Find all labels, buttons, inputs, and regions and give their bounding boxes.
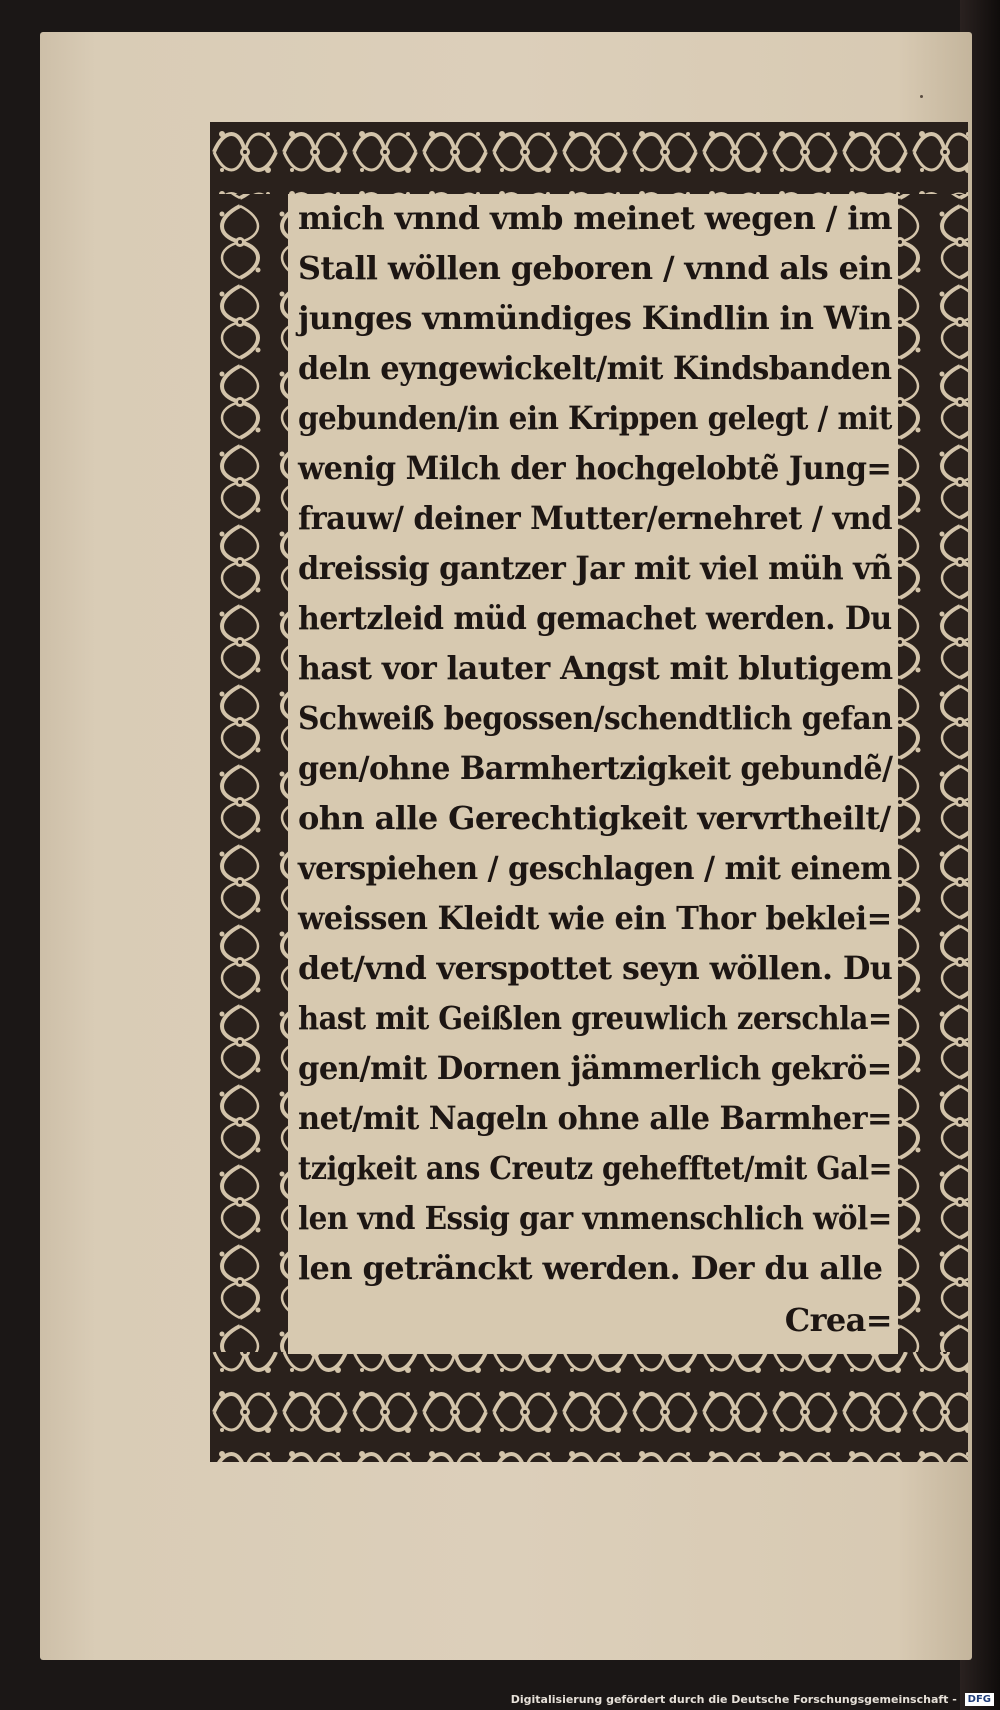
page-speck xyxy=(920,95,923,98)
credit-text: Digitalisierung gefördert durch die Deutsche Forschungsgemeinschaft - xyxy=(510,1692,957,1706)
text-line: gen/ohne Barmhertzigkeit gebundẽ/ xyxy=(298,749,893,787)
text-line: frauw/ deiner Mutter/ernehret / vnd xyxy=(298,499,893,537)
text-line: gebunden/in ein Krippen gelegt / mit xyxy=(298,399,892,437)
text-block xyxy=(288,194,898,1354)
text-line: verspiehen / geschlagen / mit einem xyxy=(298,849,892,887)
text-line: ohn alle Gerechtigkeit vervrtheilt/ xyxy=(298,799,891,837)
text-line: hast vor lauter Angst mit blutigem xyxy=(298,649,893,687)
text-line: len getränckt werden. Der du alle xyxy=(298,1249,883,1287)
border-bottom xyxy=(210,1352,968,1462)
border-right xyxy=(898,194,968,1352)
ornamental-border xyxy=(210,122,968,1462)
text-line: dreissig gantzer Jar mit viel müh vñ xyxy=(298,549,892,587)
border-left xyxy=(210,194,288,1352)
text-line: Schweiß begossen/schendtlich gefan xyxy=(298,699,893,737)
text-line: junges vnmündiges Kindlin in Win xyxy=(298,299,892,337)
catchword: Crea= xyxy=(784,1301,892,1339)
text-line: Stall wöllen geboren / vnnd als ein xyxy=(298,249,893,287)
text-line: hast mit Geißlen greuwlich zerschla= xyxy=(298,999,892,1037)
text-line: net/mit Nageln ohne alle Barmher= xyxy=(298,1099,892,1137)
border-top xyxy=(210,122,968,194)
text-line: weissen Kleidt wie ein Thor beklei= xyxy=(298,899,892,937)
text-line: deln eyngewickelt/mit Kindsbanden xyxy=(298,349,892,387)
text-line: len vnd Essig gar vnmenschlich wöl= xyxy=(298,1199,892,1237)
text-line: hertzleid müd gemachet werden. Du xyxy=(298,599,892,637)
digitization-credit xyxy=(511,1693,994,1707)
text-line: wenig Milch der hochgelobtẽ Jung= xyxy=(298,449,892,487)
text-line: det/vnd verspottet seyn wöllen. Du xyxy=(298,949,893,987)
text-line: gen/mit Dornen jämmerlich gekrö= xyxy=(298,1049,892,1087)
dfg-logo: DFG xyxy=(965,1693,994,1706)
text-line: mich vnnd vmb meinet wegen / im xyxy=(298,199,892,237)
text-line: tzigkeit ans Creutz gehefftet/mit Gal= xyxy=(298,1149,893,1187)
